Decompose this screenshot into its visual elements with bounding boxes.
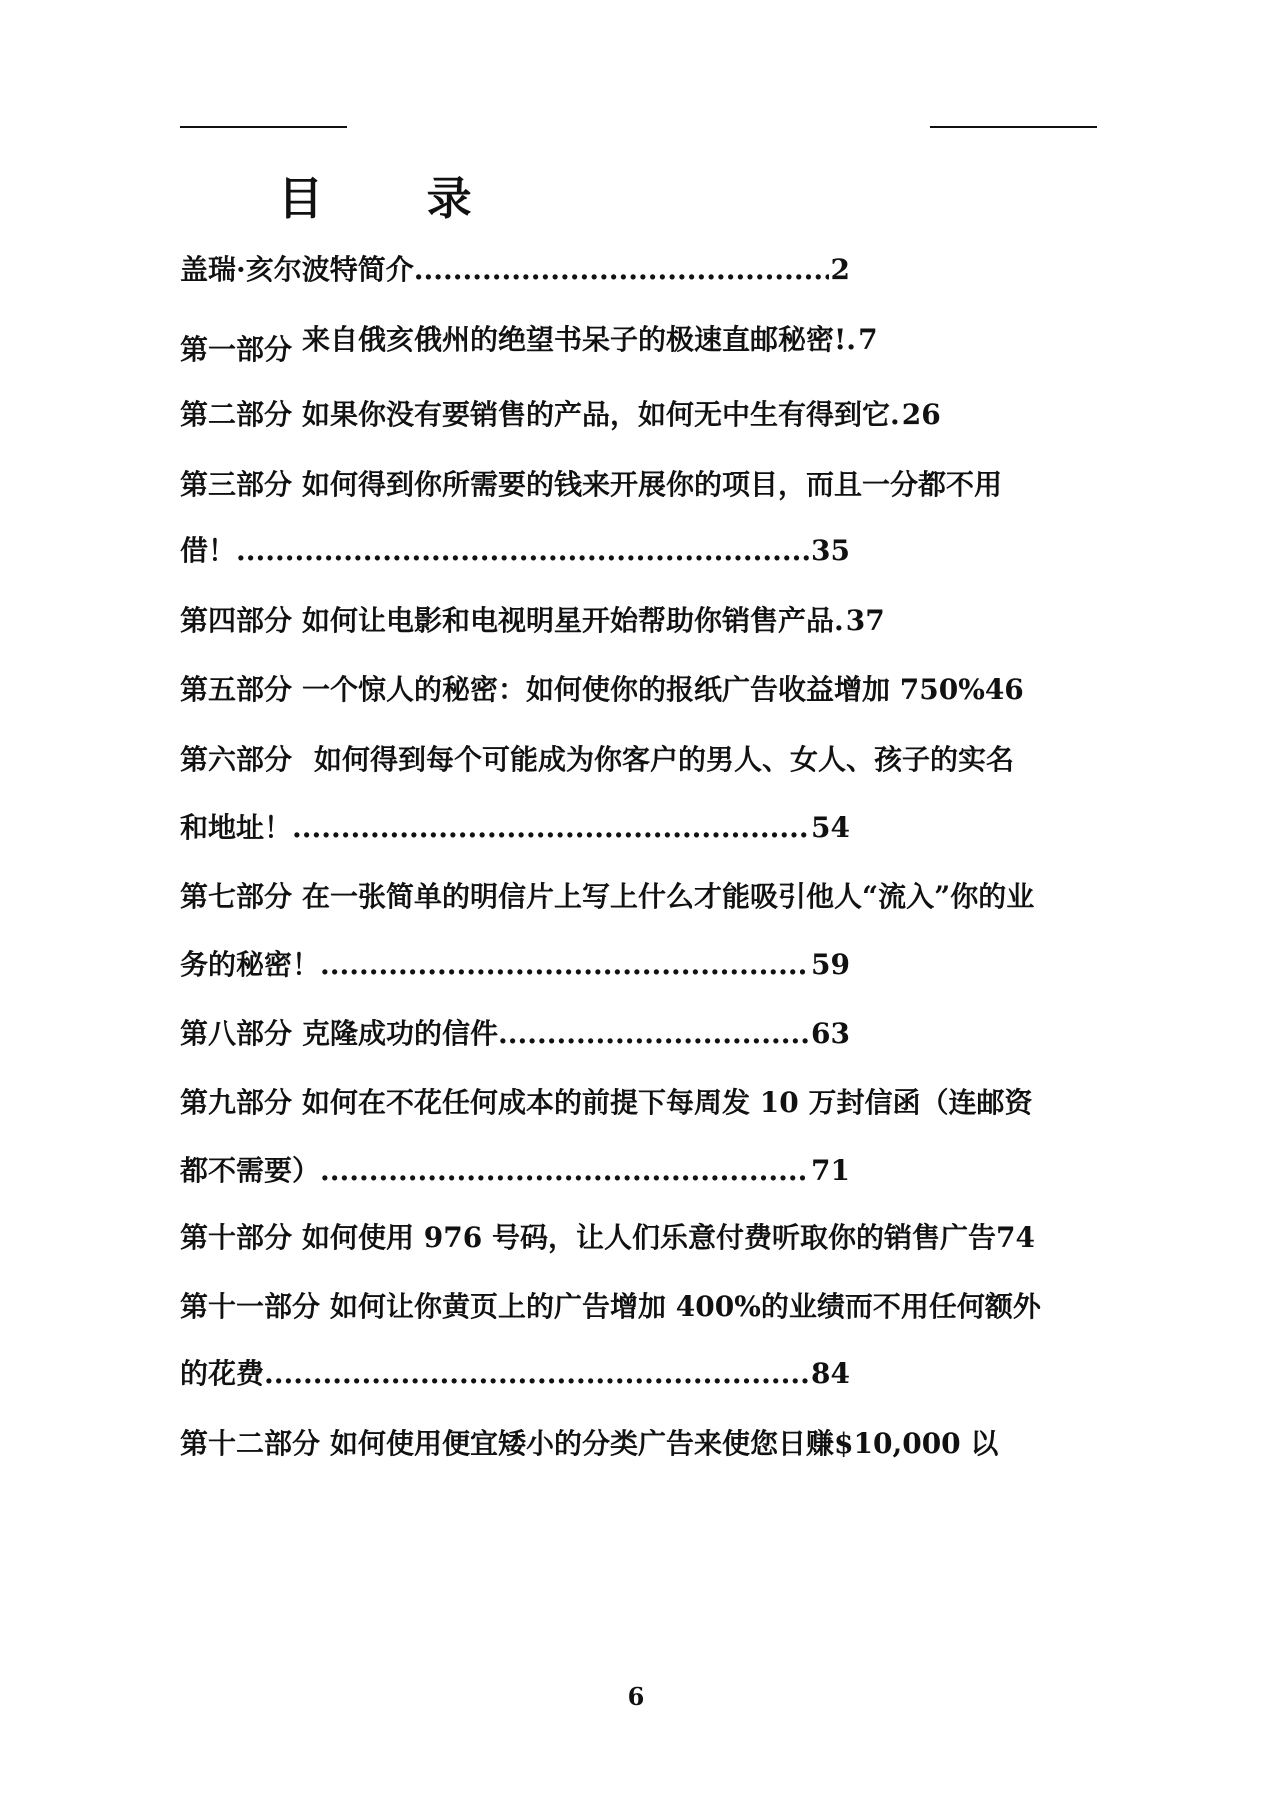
toc-entry-part-3-cont[interactable] xyxy=(180,531,850,571)
toc-entry-part-5[interactable] xyxy=(180,670,1100,710)
toc-entry-text: 如何让电影和电视明星开始帮助你销售产品. xyxy=(302,604,844,637)
toc-entry-part-6[interactable] xyxy=(180,740,1100,780)
toc-entry-page: 84 xyxy=(811,1357,850,1390)
toc-entry-text: 如何得到你所需要的钱来开展你的项目，而且一分都不用 xyxy=(302,468,1003,501)
dot-leader xyxy=(320,1151,809,1191)
toc-entry-part: 第六部分 xyxy=(180,743,293,776)
toc-entry-part-9-cont[interactable] xyxy=(180,1151,850,1191)
toc-entry-page: 7 xyxy=(858,323,878,356)
header-rule-right xyxy=(930,126,1097,128)
dot-leader xyxy=(508,1014,809,1054)
toc-entry-text: 借！ xyxy=(180,534,237,567)
toc-entry-part-8[interactable] xyxy=(180,1014,850,1054)
toc-entry-part: 第十一部分 xyxy=(180,1290,321,1323)
toc-entry-page: 54 xyxy=(811,811,850,844)
toc-entry-part-2[interactable] xyxy=(180,395,1100,435)
toc-entry-part: 第十二部分 xyxy=(180,1427,321,1460)
toc-entry-text: 盖瑞·亥尔波特简介. xyxy=(180,253,424,286)
dot-leader xyxy=(320,945,809,985)
toc-entry-part-1[interactable] xyxy=(180,320,878,366)
toc-entry-page: 2 xyxy=(830,253,850,286)
toc-entry-part: 第一部分 xyxy=(180,333,293,366)
toc-title: 目 录 xyxy=(278,172,516,225)
toc-entry-part-12[interactable] xyxy=(180,1424,1100,1464)
toc-entry-text: 如何使用 976 号码，让人们乐意付费听取你的销售广告 xyxy=(302,1221,996,1254)
toc-entry-text: 来自俄亥俄州的绝望书呆子的极速直邮秘密!. xyxy=(302,323,857,356)
toc-entry-part-9[interactable] xyxy=(180,1083,1100,1123)
toc-entry-page: 37 xyxy=(845,604,885,637)
toc-entry-text: 一个惊人的秘密：如何使你的报纸广告收益增加 750% xyxy=(302,673,985,706)
toc-entry-part-6-cont[interactable] xyxy=(180,808,850,848)
toc-entry-part-10[interactable] xyxy=(180,1218,1100,1258)
toc-entry-page: 63 xyxy=(811,1017,850,1050)
toc-entry-part-11[interactable] xyxy=(180,1287,1100,1327)
toc-entry-text: 如果你没有要销售的产品，如何无中生有得到它. xyxy=(302,398,900,431)
toc-entry-part: 第五部分 xyxy=(180,673,293,706)
toc-entry-text: 务的秘密！ xyxy=(180,948,321,981)
toc-entry-part-7[interactable] xyxy=(180,877,1100,917)
dot-leader xyxy=(292,808,809,848)
toc-entry-part: 第九部分 xyxy=(180,1086,293,1119)
toc-entry-part: 第十部分 xyxy=(180,1221,293,1254)
toc-entry-text: 和地址！ xyxy=(180,811,293,844)
toc-entry-page: 46 xyxy=(984,673,1024,706)
toc-entry-text: 如何得到每个可能成为你客户的男人、女人、孩子的实名 xyxy=(314,743,1015,776)
toc-entry-text: 在一张简单的明信片上写上什么才能吸引他人“流入”你的业 xyxy=(302,880,1035,913)
toc-entry-page: 26 xyxy=(901,398,941,431)
toc-entry-part-7-cont[interactable] xyxy=(180,945,850,985)
toc-entry-text: 都不需要） xyxy=(180,1154,321,1187)
toc-entry-part: 第三部分 xyxy=(180,468,293,501)
toc-entry-part: 第二部分 xyxy=(180,398,293,431)
toc-entry-part-11-cont[interactable] xyxy=(180,1354,850,1394)
toc-entry-page: 71 xyxy=(811,1154,850,1187)
toc-entry-page: 35 xyxy=(811,534,850,567)
toc-entry-text: 如何让你黄页上的广告增加 400%的业绩而不用任何额外 xyxy=(330,1290,1041,1323)
toc-entry-page: 59 xyxy=(811,948,850,981)
toc-entry-part-3[interactable] xyxy=(180,465,1100,505)
toc-entry-text: 的花费. xyxy=(180,1357,274,1390)
toc-entry-part-4[interactable] xyxy=(180,601,885,641)
toc-entry-intro[interactable] xyxy=(180,250,850,290)
toc-entry-part: 第七部分 xyxy=(180,880,293,913)
toc-entry-text: 如何在不花任何成本的前提下每周发 10 万封信函（连邮资 xyxy=(302,1086,1033,1119)
dot-leader xyxy=(236,531,809,571)
header-rule-left xyxy=(180,126,347,128)
toc-entry-page: 74 xyxy=(995,1221,1035,1254)
dot-leader xyxy=(274,1354,809,1394)
toc-entry-text: 克隆成功的信件. xyxy=(302,1017,508,1050)
toc-entry-part: 第四部分 xyxy=(180,604,293,637)
page-number: 6 xyxy=(627,1682,645,1711)
toc-entry-text: 如何使用便宜矮小的分类广告来使您日赚$10,000 以 xyxy=(330,1427,999,1460)
dot-leader xyxy=(424,250,829,290)
toc-entry-part: 第八部分 xyxy=(180,1017,293,1050)
